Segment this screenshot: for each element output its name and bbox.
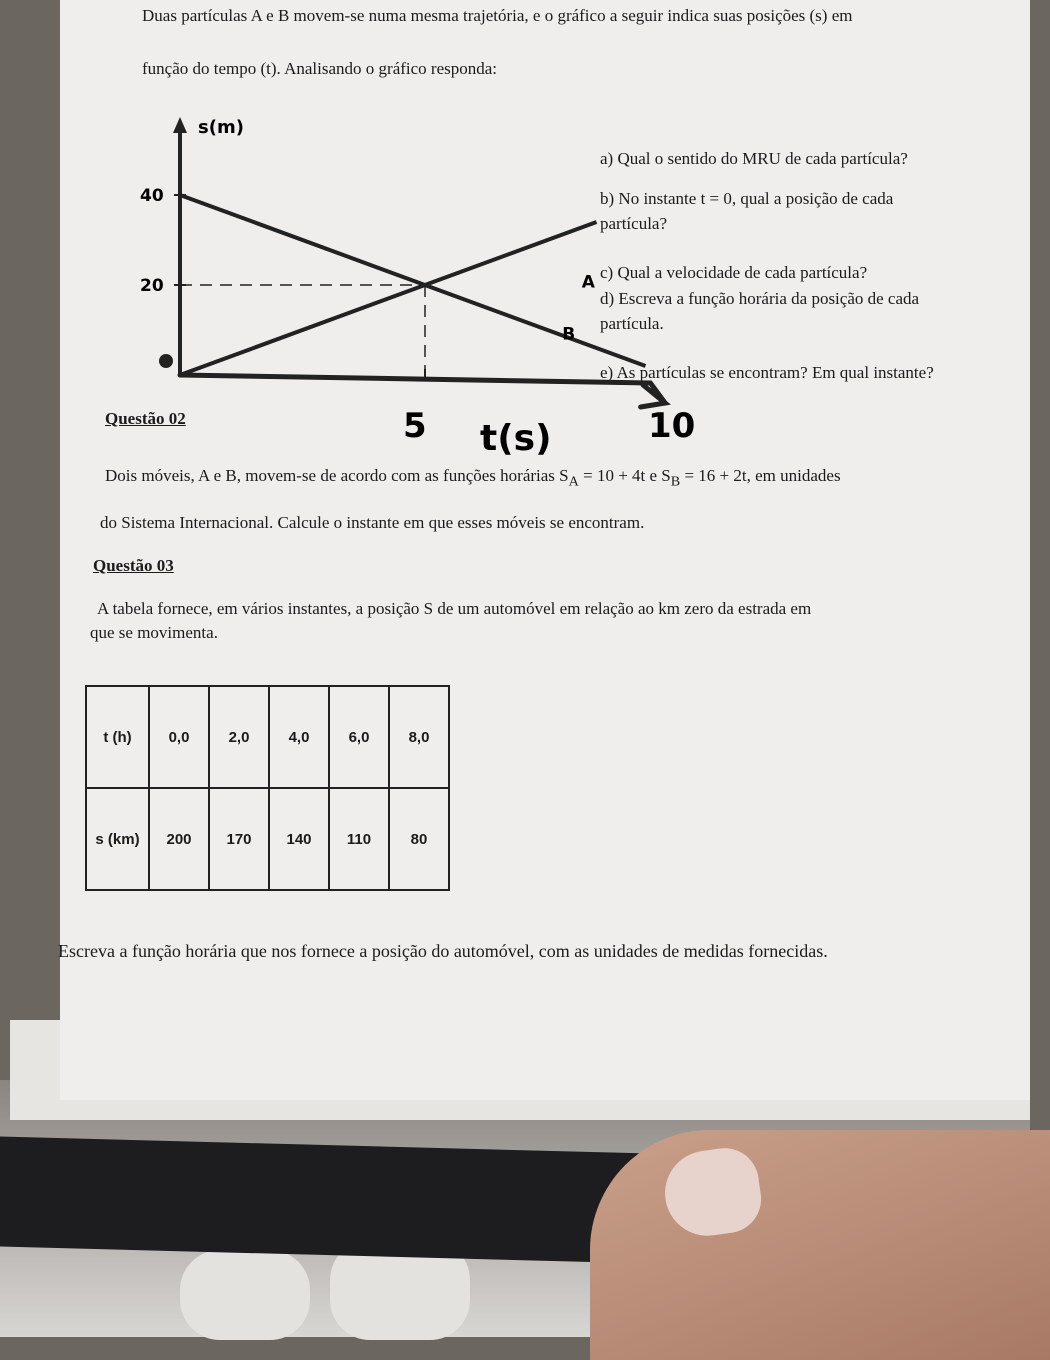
q2-sub-b: B (670, 473, 681, 490)
q1-item-b: b) No instante t = 0, qual a posição de cada (600, 189, 894, 208)
table-cell: 2,0 (209, 686, 269, 788)
series-label-A: A (581, 272, 595, 293)
table-header-position: s (km) (86, 788, 149, 890)
x-axis (180, 375, 665, 403)
q1-item-b-cont: partícula? (600, 214, 668, 233)
table-cell: 170 (209, 788, 269, 890)
q3-title: Questão 03 (93, 556, 174, 575)
table-cell: 4,0 (269, 686, 329, 788)
q2-line2: do Sistema Internacional. Calcule o instante em que esses móveis se encontram. (100, 513, 645, 532)
q1-item-c: c) Qual a velocidade de cada partícula? (600, 263, 868, 282)
table-cell: 8,0 (389, 686, 449, 788)
y-tick-label: 20 (140, 276, 164, 296)
x-tick-label: 10 (648, 406, 696, 446)
table-row (86, 788, 449, 890)
q2-line1-text: Dois móveis, A e B, movem-se de acordo com as funções horárias S (105, 466, 569, 485)
table-cell: 200 (149, 788, 209, 890)
q2-eq-a: = 10 + 4t e S (578, 466, 671, 485)
q2-line1 (105, 465, 841, 491)
table-header-time: t (h) (86, 686, 149, 788)
series-line-B (180, 222, 597, 375)
q1-item-e: e) As partículas se encontram? Em qual instante? (600, 363, 934, 382)
q1-item-d: d) Escreva a função horária da posição de cada (600, 289, 920, 308)
table-cell: 80 (389, 788, 449, 890)
origin-dot (159, 354, 173, 368)
series-line-A (180, 195, 646, 366)
q1-intro-line1: Duas partículas A e B movem-se numa mesma trajetória, e o gráfico a seguir indica suas posições (s) em (142, 6, 853, 25)
q3-line1: A tabela fornece, em vários instantes, a posição S de um automóvel em relação ao km zero da estrada em (97, 599, 812, 618)
table-cell: 0,0 (149, 686, 209, 788)
table-row (86, 686, 449, 788)
q2-sub-a: A (568, 473, 579, 490)
position-table (85, 685, 450, 891)
q3-line2: que se movimenta. (90, 623, 218, 642)
q1-intro-line2: função do tempo (t). Analisando o gráfico responda: (142, 59, 498, 78)
x-axis-label: t(s) (480, 418, 552, 459)
series-label-B: B (562, 324, 576, 345)
q1-item-d-cont: partícula. (600, 314, 664, 333)
y-tick-label: 40 (140, 186, 164, 206)
table-cell: 6,0 (329, 686, 389, 788)
table-cell: 110 (329, 788, 389, 890)
y-axis-label: s(m) (198, 117, 244, 138)
q3-footer: Escreva a função horária que nos fornece a posição do automóvel, com as unidades de medidas fornecidas. (58, 941, 828, 961)
q2-title: Questão 02 (105, 409, 186, 428)
q2-eq-b: = 16 + 2t, em unidades (680, 466, 841, 485)
x-tick-label: 5 (403, 406, 427, 446)
y-axis-arrow (173, 117, 187, 133)
shoe-left (180, 1250, 310, 1340)
q1-item-a: a) Qual o sentido do MRU de cada partícula? (600, 149, 908, 168)
hand (590, 1130, 1050, 1360)
table-cell: 140 (269, 788, 329, 890)
